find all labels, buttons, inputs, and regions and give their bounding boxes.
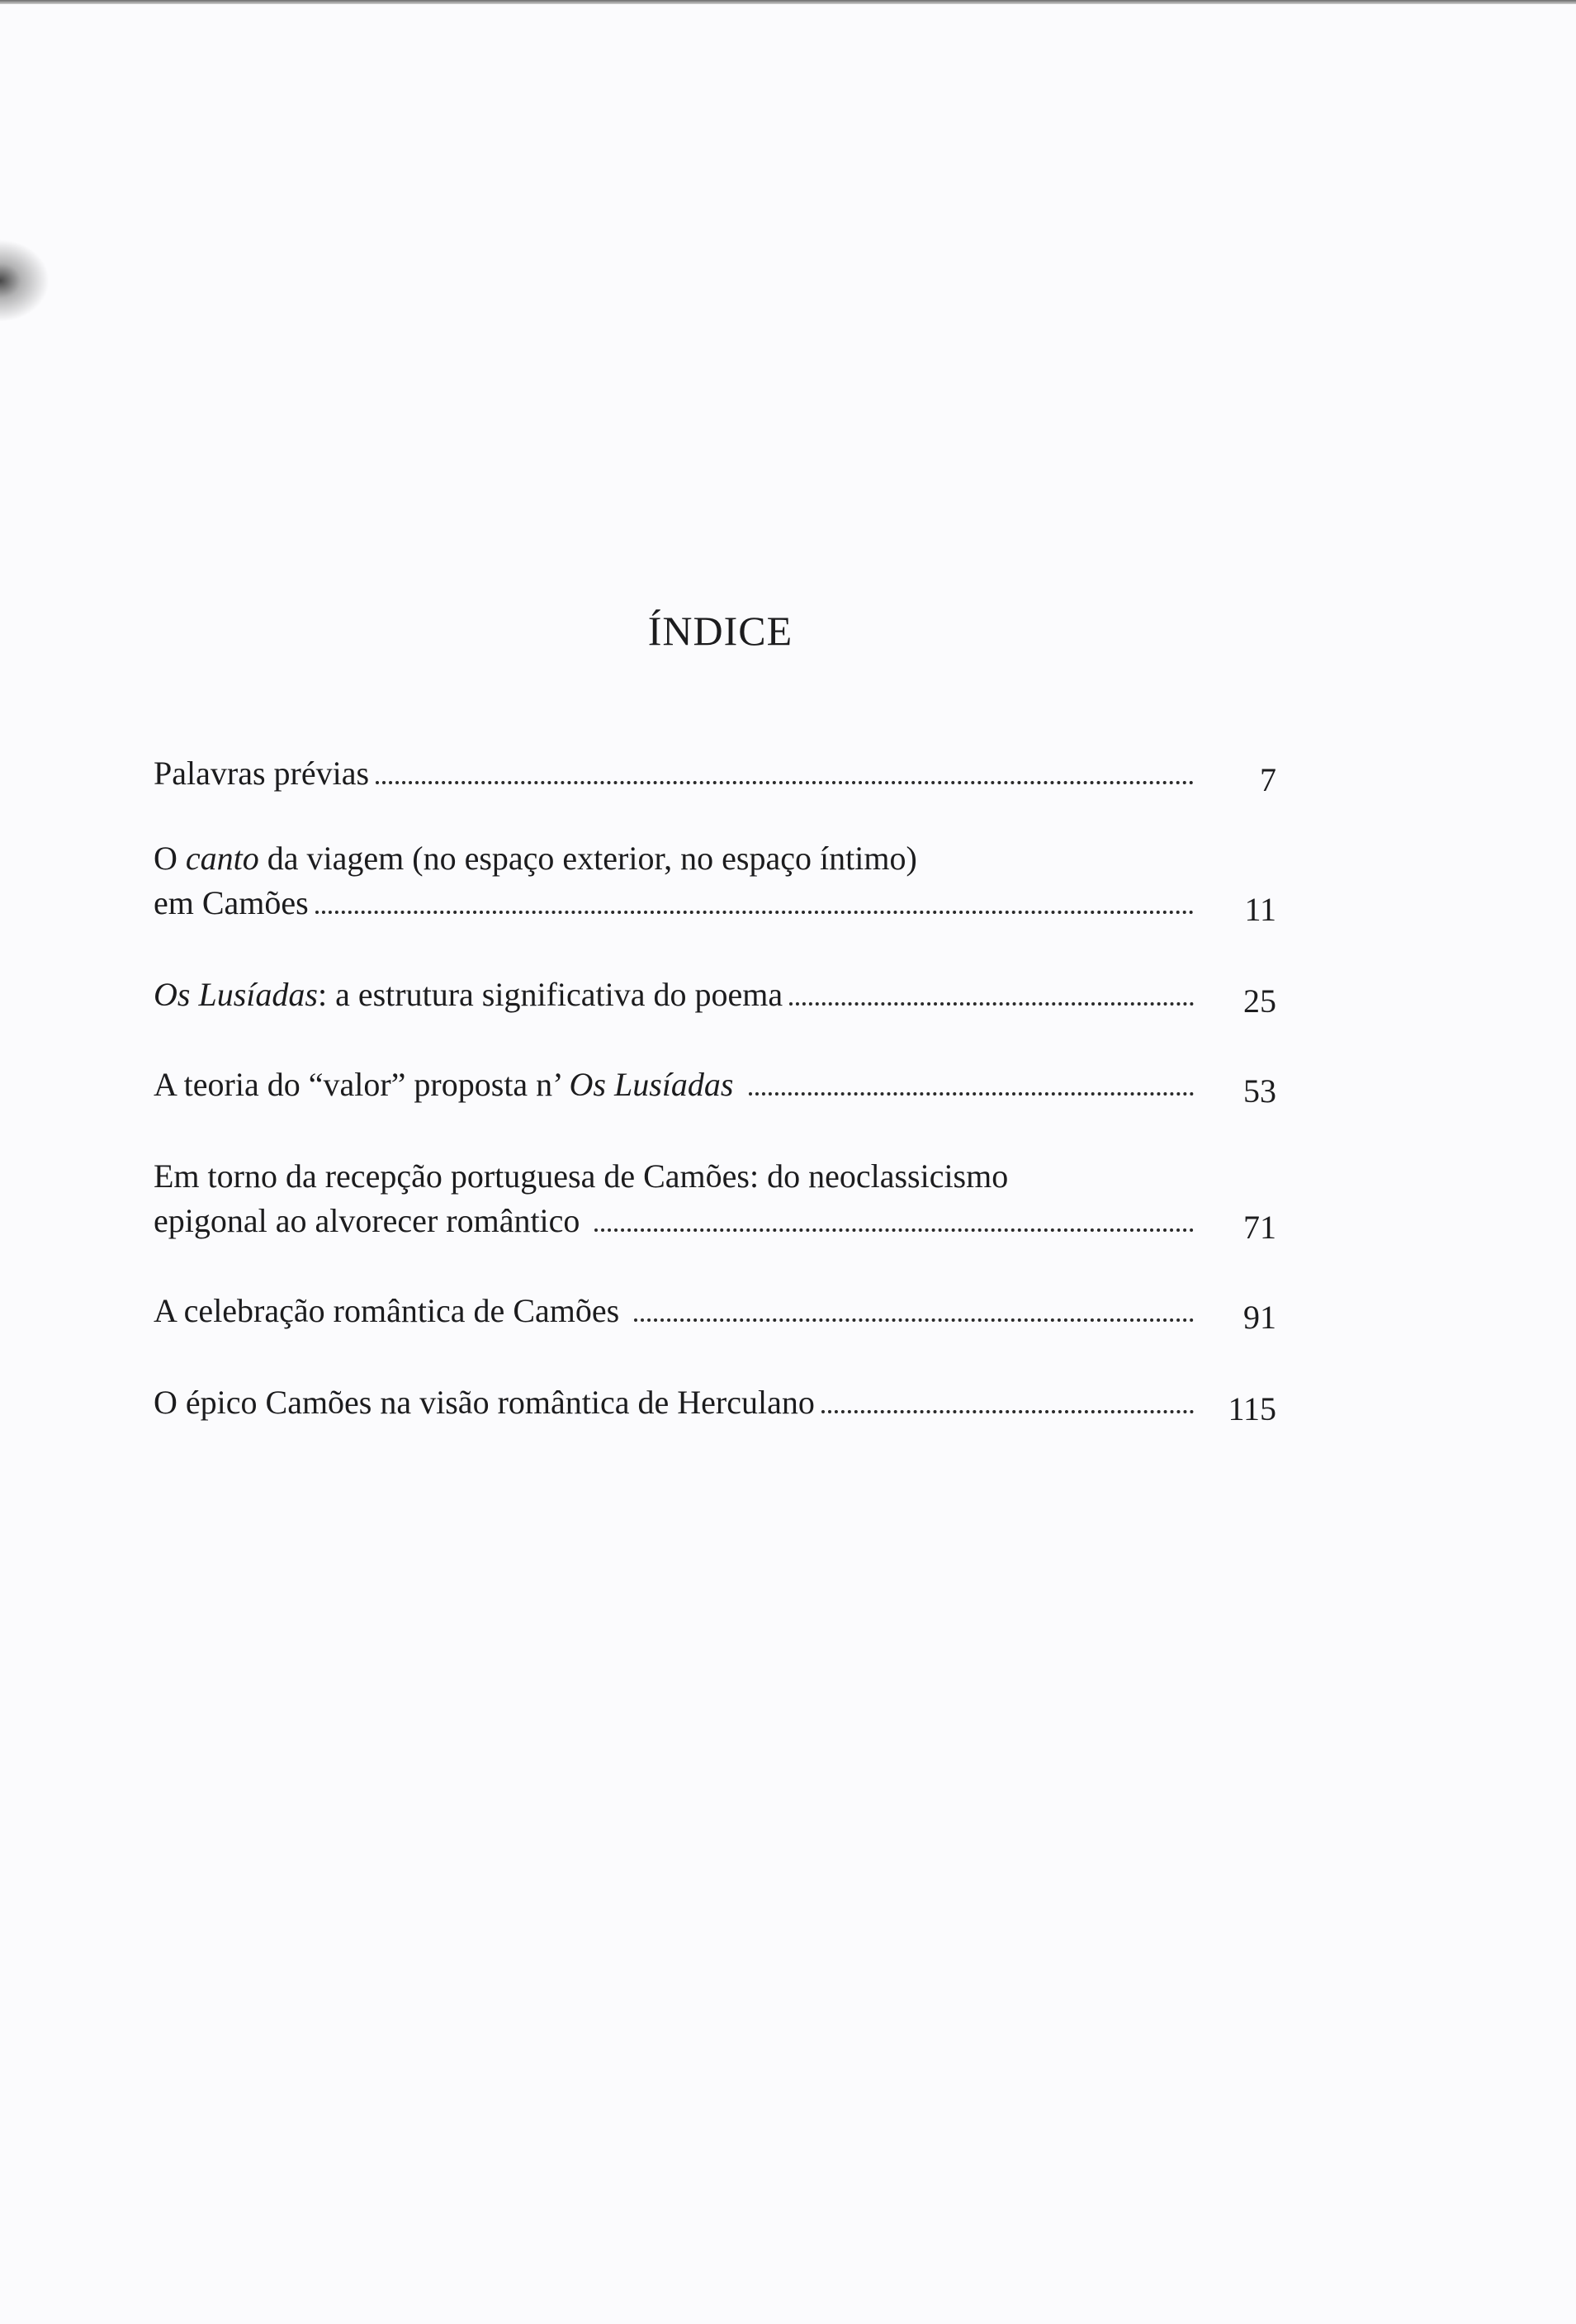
toc-entry[interactable] (154, 1289, 1276, 1336)
toc-entry[interactable] (154, 836, 1276, 928)
toc-entry-title-italic: Os Lusíadas (569, 1066, 734, 1103)
dot-leader (315, 911, 1194, 914)
toc-page-number: 91 (1243, 1299, 1276, 1336)
toc-entry-title-part: A teoria do “valor” proposta n’ (154, 1066, 570, 1103)
toc-page-number: 53 (1243, 1072, 1276, 1110)
toc-entry-title-part: da viagem (no espaço exterior, no espaço íntimo) (258, 840, 917, 877)
toc-entry-title: A celebração romântica de Camões (154, 1292, 620, 1329)
table-of-contents (154, 0, 1276, 2324)
toc-entry-title-part: O (154, 840, 186, 877)
toc-page-number: 71 (1243, 1209, 1276, 1246)
toc-entry-title-italic: canto (185, 840, 259, 877)
toc-entry[interactable] (154, 1063, 1276, 1110)
toc-page-number: 7 (1260, 761, 1276, 798)
dot-leader (634, 1318, 1194, 1322)
toc-entry[interactable] (154, 973, 1276, 1020)
toc-entry[interactable] (154, 751, 1276, 796)
toc-page-number: 11 (1244, 891, 1276, 928)
toc-entry-title: Em torno da recepção portuguesa de Camões: do neoclassicismo (154, 1157, 1009, 1195)
toc-entry-title-continuation: em Camões (154, 884, 309, 921)
toc-entry[interactable] (154, 1154, 1276, 1246)
toc-page-number: 115 (1228, 1390, 1276, 1427)
dot-leader (821, 1410, 1194, 1413)
toc-entry-title-italic: Os Lusíadas (154, 976, 318, 1013)
page-title: ÍNDICE (647, 608, 793, 654)
toc-entry-title-part: : a estrutura significativa do poema (317, 976, 783, 1013)
toc-page-number: 25 (1243, 982, 1276, 1020)
dot-leader (376, 781, 1194, 784)
dot-leader (749, 1092, 1195, 1096)
toc-entry-title: O épico Camões na visão romântica de Herculano (154, 1384, 815, 1421)
toc-entry[interactable] (154, 1380, 1276, 1425)
toc-entry-title-continuation: epigonal ao alvorecer romântico (154, 1202, 580, 1239)
toc-entry-title: Palavras prévias (154, 755, 370, 792)
dot-leader (594, 1228, 1194, 1232)
scan-shadow (0, 239, 50, 322)
dot-leader (789, 1002, 1194, 1006)
